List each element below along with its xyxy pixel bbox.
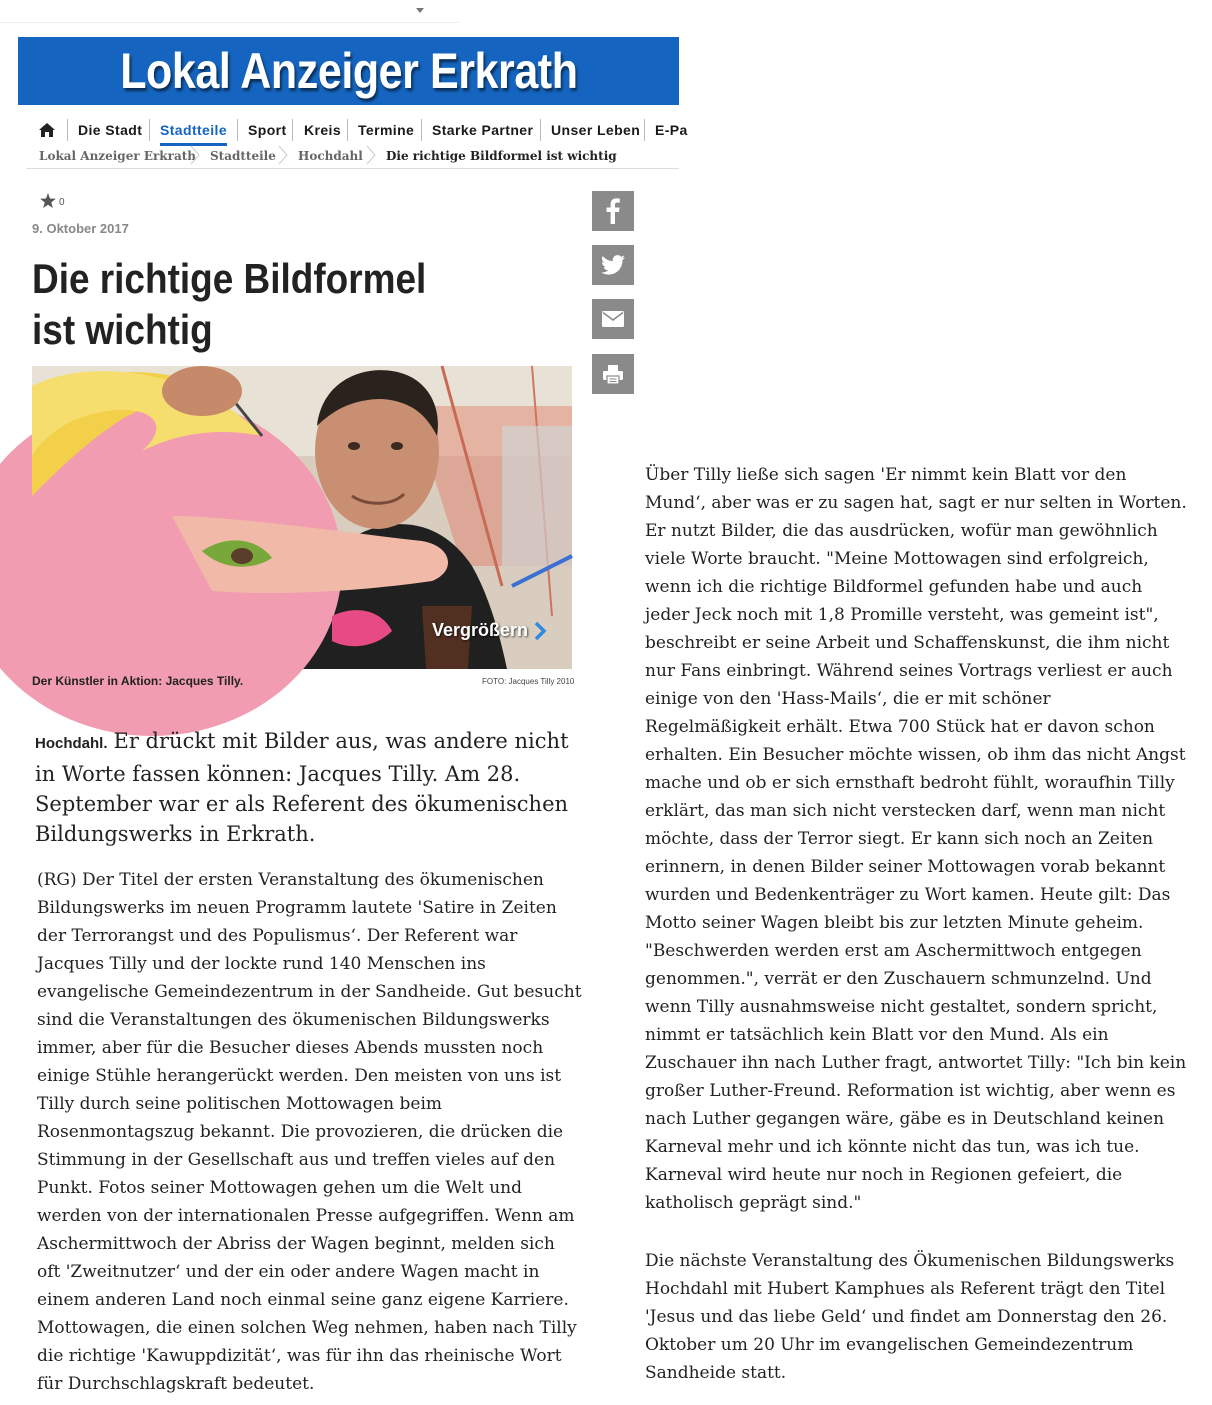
mail-icon	[602, 311, 624, 327]
enlarge-button[interactable]	[432, 620, 546, 641]
breadcrumb-item-hochdahl[interactable]: Hochdahl	[298, 149, 363, 163]
enlarge-label: Vergrößern	[432, 620, 529, 640]
nav-separator	[67, 119, 68, 141]
nav-separator	[149, 119, 150, 141]
dropdown-caret-icon[interactable]	[416, 8, 424, 13]
nav-item-e-paper[interactable]: E-Pa	[655, 122, 688, 138]
nav-item-unser-leben[interactable]: Unser Leben	[551, 122, 641, 138]
nav-separator	[292, 119, 293, 141]
home-icon[interactable]	[39, 123, 55, 137]
breadcrumb-item-stadtteile[interactable]: Stadtteile	[210, 149, 276, 163]
site-banner[interactable]	[18, 37, 679, 105]
print-button[interactable]	[592, 354, 634, 394]
nav-separator	[540, 119, 541, 141]
print-icon	[603, 365, 623, 384]
twitter-icon	[601, 255, 625, 275]
nav-item-starke-partner[interactable]: Starke Partner	[432, 122, 534, 138]
breadcrumb-item-home[interactable]: Lokal Anzeiger Erkrath	[39, 149, 196, 163]
article-paragraph-3: Die nächste Veranstaltung des Ökumenischen Bildungswerks Hochdahl mit Hubert Kamphues als Referent trägt den Titel 'Jesus und das liebe Geld‘ und findet am Donnerstag den 26. Oktober um 20 Uhr im evangelischen Gemeindezentrum Sandheide statt.	[645, 1251, 1175, 1383]
main-nav	[26, 116, 688, 144]
share-twitter-button[interactable]	[592, 245, 634, 285]
nav-item-sport[interactable]: Sport	[248, 122, 287, 138]
nav-separator	[347, 119, 348, 141]
breadcrumb	[26, 144, 679, 169]
facebook-icon	[606, 198, 620, 224]
article-lead	[35, 726, 580, 849]
article-title: Die richtige Bildformel ist wichtig	[32, 255, 427, 353]
nav-separator	[421, 119, 422, 141]
chevron-right-icon	[534, 622, 546, 640]
photo-caption: Der Künstler in Aktion: Jacques Tilly.	[32, 674, 244, 688]
lead-text: Er drückt mit Bilder aus, was andere nicht in Worte fassen können: Jacques Tilly. Am 28. September war er als Referent des ökumenischen Bildungswerks in Erkrath.	[35, 729, 569, 846]
article-paragraph-1: (RG) Der Titel der ersten Veranstaltung des ökumenischen Bildungswerks im neuen Programm lautete 'Satire in Zeiten der Terrorangst und des Populismus‘. Der Referent war Jacques Tilly und der lockte rund 140 Menschen ins evangelische Gemeindezentrum in der Sandheide. Gut besucht sind die Veranstaltungen des ökumenischen Bildungswerks immer, aber für die Besucher dieses Abends mussten noch einige Stühle herangerückt werden. Den meisten von uns ist Tilly durch seine politischen Mottowagen beim Rosenmontagszug bekannt. Die provozieren, die drücken die Stimmung in der Gesellschaft aus und treffen vieles auf den Punkt. Fotos seiner Mottowagen gehen um die Welt und werden von der internationalen Presse aufgegriffen. Wenn am Aschermittwoch der Abriss der Wagen beginnt, melden sich oft 'Zweitnutzer‘ und der ein oder andere Wagen macht in einem anderen Land noch einmal seine ganz eigene Karriere. Mottowagen, die einen solchen Weg nehmen, haben nach Tilly die richtige 'Kawuppdizität‘, was für ihn das rheinische Wort für Durchschlagskraft bedeutet.	[37, 870, 582, 1394]
share-facebook-button[interactable]	[592, 191, 634, 231]
chevron-right-icon	[190, 146, 200, 164]
top-bar	[0, 0, 460, 23]
site-title: Lokal Anzeiger Erkrath	[119, 43, 578, 99]
chevron-right-icon	[366, 146, 376, 164]
nav-separator	[237, 119, 238, 141]
star-icon[interactable]	[40, 193, 56, 208]
nav-item-stadtteile[interactable]: Stadtteile	[160, 122, 228, 138]
rating[interactable]	[40, 193, 65, 208]
share-mail-button[interactable]	[592, 299, 634, 339]
nav-separator	[644, 119, 645, 141]
breadcrumb-item-current: Die richtige Bildformel ist wichtig	[386, 149, 617, 163]
nav-item-termine[interactable]: Termine	[358, 122, 415, 138]
chevron-right-icon	[278, 146, 288, 164]
photo-credit: FOTO: Jacques Tilly 2010	[482, 677, 575, 686]
article-paragraph-2: Über Tilly ließe sich sagen 'Er nimmt kein Blatt vor den Mund‘, aber was er zu sagen hat, sagt er nur selten in Worten. Er nutzt Bilder, die das ausdrücken, wofür man gewöhnlich viele Worte braucht. "Meine Mottowagen sind erfolgreich, wenn ich die richtige Bildformel gefunden habe und auch jeder Jeck noch mit 1,8 Promille versteht, was gemeint ist", beschreibt er seine Arbeit und Schaffenskunst, die ihm nicht nur Fans einbringt. Während seines Vortrags verliest er auch einige von den 'Hass-Mails‘, die er mit schöner Regelmäßigkeit erhält. Etwa 700 Stück hat er davon schon erhalten. Ein Besucher möchte wissen, ob ihm das nicht Angst mache und ob er sich ernsthaft bedroht fühlt, woraufhin Tilly erklärt, das man sich nicht verstecken darf, wenn man nicht möchte, dass der Terror siegt. Er kann sich noch an Zeiten erinnern, in denen Bilder seiner Mottowagen vorab bekannt wurden und Bedenkenträger zu Wort kamen. Heute gilt: Das Motto seiner Wagen bleibt bis zur letzten Minute geheim. "Beschwerden werden erst am Aschermittwoch entgegen genommen.", verrät er den Zuschauern schmunzelnd. Und wenn Tilly ausnahmsweise nicht gestaltet, sondern spricht, nimmt er tatsächlich kein Blatt vor den Mund. Als ein Zuschauer ihn nach Luther fragt, antwortet Tilly: "Ich bin kein großer Luther-Freund. Reformation ist wichtig, aber wenn es nach Luther gegangen wäre, gäbe es in Deutschland keinen Karneval mehr und ich könnte nicht das tun, was ich tue. Karneval wird heute nur noch in Regionen gefeiert, die katholisch geprägt sind."	[645, 465, 1187, 1213]
nav-item-kreis[interactable]: Kreis	[304, 122, 342, 138]
lead-location: Hochdahl.	[35, 735, 108, 752]
article-date: 9. Oktober 2017	[32, 221, 129, 236]
nav-item-die-stadt[interactable]: Die Stadt	[78, 122, 143, 138]
rating-count: 0	[59, 197, 65, 208]
